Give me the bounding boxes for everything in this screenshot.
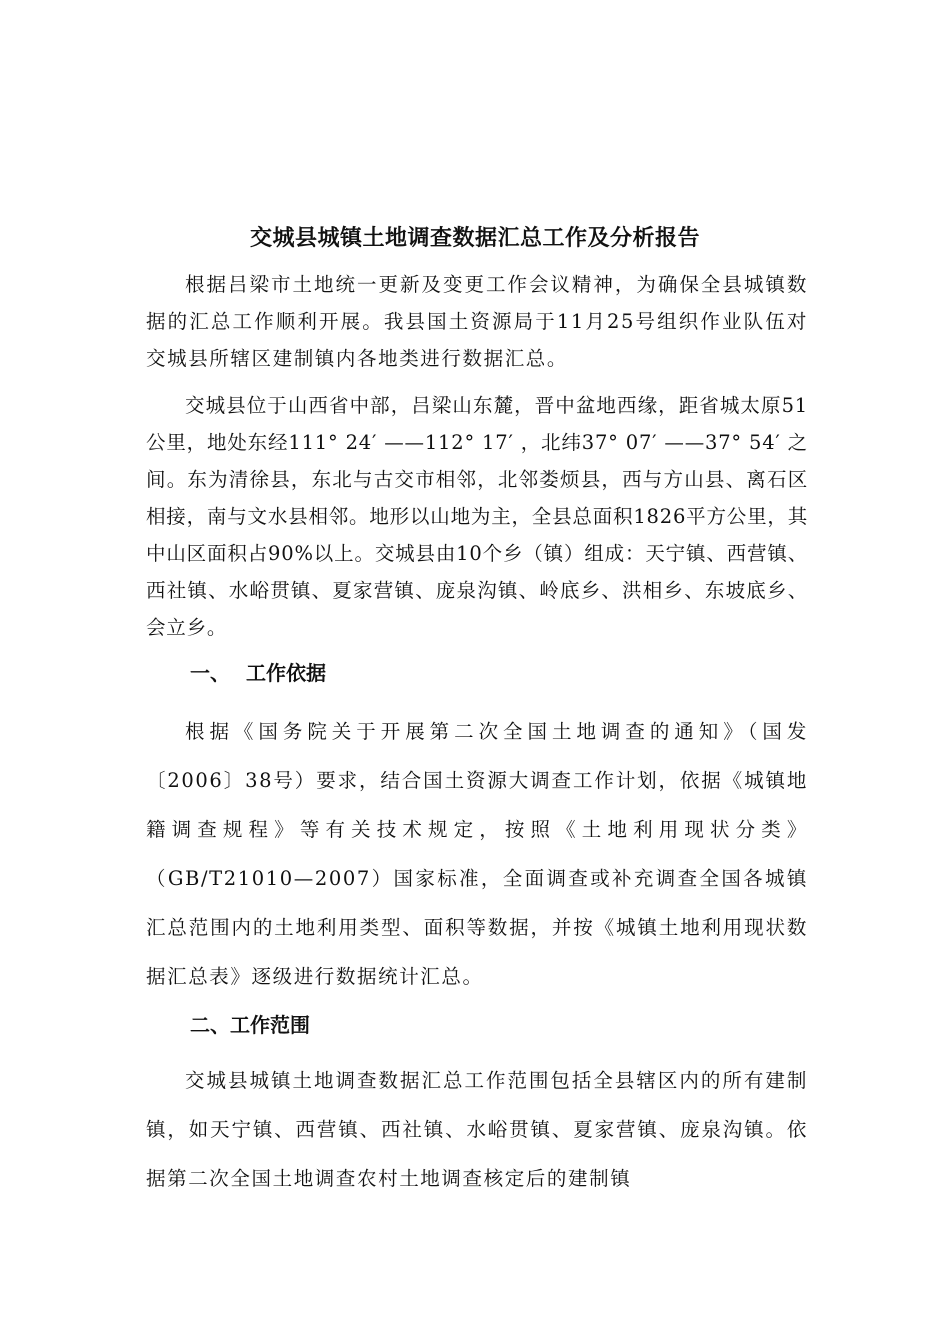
- section-heading-work-scope: 二、工作范围: [190, 1013, 310, 1037]
- location-paragraph: 交城县位于山西省中部，吕梁山东麓，晋中盆地西缘，距省城太原51公里，地处东经111° 24′ ——112° 17′ ，北纬37° 07′ ——37° 54′ 之间。东为清徐县，东北与古交市相邻，北邻娄烦县，西与方山县、离石区相接，南与文水县相邻。地形以山地为主，全县总面积1826平方公里，其中山区面积占90%以上。交城县由10个乡（镇）组成：天宁镇、西营镇、西社镇、水峪贯镇、夏家营镇、庞泉沟镇、岭底乡、洪相乡、东坡底乡、会立乡。: [146, 394, 808, 639]
- document-title: 交城县城镇土地调查数据汇总工作及分析报告: [249, 226, 700, 251]
- section-number: 一、: [190, 661, 230, 685]
- work-scope-paragraph: 交城县城镇土地调查数据汇总工作范围包括全县辖区内的所有建制镇，如天宁镇、西营镇、西社镇、水峪贯镇、夏家营镇、庞泉沟镇。依据第二次全国土地调查农村土地调查核定后的建制镇: [146, 1069, 808, 1190]
- work-basis-paragraph: 根据《国务院关于开展第二次全国土地调查的通知》（国发〔2006〕38号）要求，结合国土资源大调查工作计划，依据《城镇地籍调查规程》等有关技术规定，按照《土地利用现状分类》（GB/T21010—2007）国家标准，全面调查或补充调查全国各城镇汇总范围内的土地利用类型、面积等数据，并按《城镇土地利用现状数据汇总表》逐级进行数据统计汇总。: [146, 720, 808, 988]
- section-heading-work-basis: [190, 658, 326, 688]
- section-title: 工作依据: [246, 661, 326, 685]
- intro-paragraph: 根据吕梁市土地统一更新及变更工作会议精神，为确保全县城镇数据的汇总工作顺利开展。我县国土资源局于11月25号组织作业队伍对交城县所辖区建制镇内各地类进行数据汇总。: [146, 273, 808, 370]
